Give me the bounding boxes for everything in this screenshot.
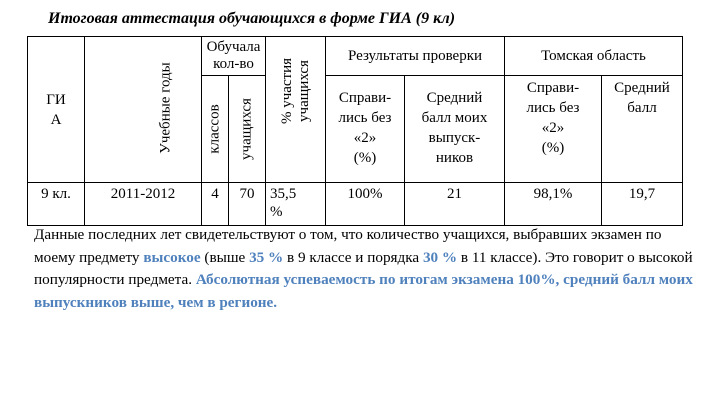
page-title: Итоговая аттестация обучающихся в форме ГИА (9 кл): [48, 10, 456, 27]
summary-paragraph: [34, 224, 702, 314]
para-high: высокое: [143, 248, 201, 266]
header-coped-line4: (%): [353, 150, 377, 166]
para-text-3: в 9 классе и порядка: [283, 248, 423, 266]
header-years-cell: [85, 37, 202, 183]
cell-participation-line1: 35,5: [270, 186, 297, 202]
header-avg-cell: [405, 76, 505, 183]
header-participation: [279, 58, 313, 124]
cell-reg-coped: 98,1%: [505, 183, 602, 226]
cell-participation-line2: %: [270, 204, 283, 220]
header-region: Томская область: [541, 48, 646, 64]
header-reg-avg-line1: Средний: [614, 80, 670, 96]
para-pct35: 35 %: [249, 248, 284, 266]
para-pct30: 30 %: [422, 248, 458, 266]
header-reg-coped-line4: (%): [541, 140, 565, 156]
header-reg-avg-line2: балл: [627, 100, 657, 116]
header-reg-coped-cell: [505, 76, 602, 183]
para-conclusion: Абсолютная успеваемость по итогам экзамена 100%, средний балл моих выпускников выше, чем в регионе.: [34, 271, 693, 311]
header-participation-line2: учащихся: [295, 60, 312, 122]
header-avg-line4: ников: [435, 150, 474, 166]
header-avg-line2: балл моих: [421, 110, 488, 126]
table-header-row-1: [28, 37, 683, 76]
header-students-cell: [229, 76, 266, 183]
header-studied-line1: Обучала: [206, 39, 261, 55]
header-results-cell: [326, 37, 505, 76]
header-reg-avg-cell: [602, 76, 683, 183]
header-classes: классов: [206, 104, 223, 154]
header-coped-line3: «2»: [353, 130, 377, 146]
header-gia: ГИА: [46, 91, 66, 128]
results-table: [27, 36, 683, 226]
header-results: Результаты проверки: [347, 48, 483, 64]
para-text-2: (выше: [200, 248, 250, 266]
cell-coped: 100%: [326, 183, 405, 226]
cell-classes: 4: [202, 183, 229, 226]
header-participation-cell: [266, 37, 326, 183]
table-row: [28, 183, 683, 226]
cell-year: 2011-2012: [85, 183, 202, 226]
cell-students: 70: [229, 183, 266, 226]
header-reg-coped-line3: «2»: [541, 120, 565, 136]
header-coped-cell: [326, 76, 405, 183]
header-reg-coped-line1: Справи-: [526, 80, 580, 96]
header-reg-coped-line2: лись без: [526, 100, 580, 116]
header-classes-cell: [202, 76, 229, 183]
header-gia-cell: [28, 37, 85, 183]
header-studied-cell: [202, 37, 266, 76]
para-text-1: Данные последних лет свидетельствуют о том, что количество учащихся, выбравших экзамен по моему предмету: [34, 226, 662, 266]
header-studied-line2: кол-во: [213, 56, 254, 72]
cell-reg-avg: 19,7: [602, 183, 683, 226]
cell-participation: [266, 183, 326, 226]
cell-gia: 9 кл.: [28, 183, 85, 226]
header-participation-line1: % участия: [278, 57, 295, 124]
cell-avg: 21: [405, 183, 505, 226]
header-students: учащихся: [238, 98, 255, 160]
header-avg-line3: выпуск-: [428, 130, 481, 146]
header-region-cell: [505, 37, 683, 76]
para-text-4: в 11 классе). Это говорит о высокой популярности предмета.: [34, 248, 693, 288]
header-coped-line2: лись без: [338, 110, 392, 126]
header-avg-line1: Средний: [426, 90, 483, 106]
header-coped-line1: Справи-: [338, 90, 392, 106]
header-years: Учебные годы: [157, 62, 174, 154]
